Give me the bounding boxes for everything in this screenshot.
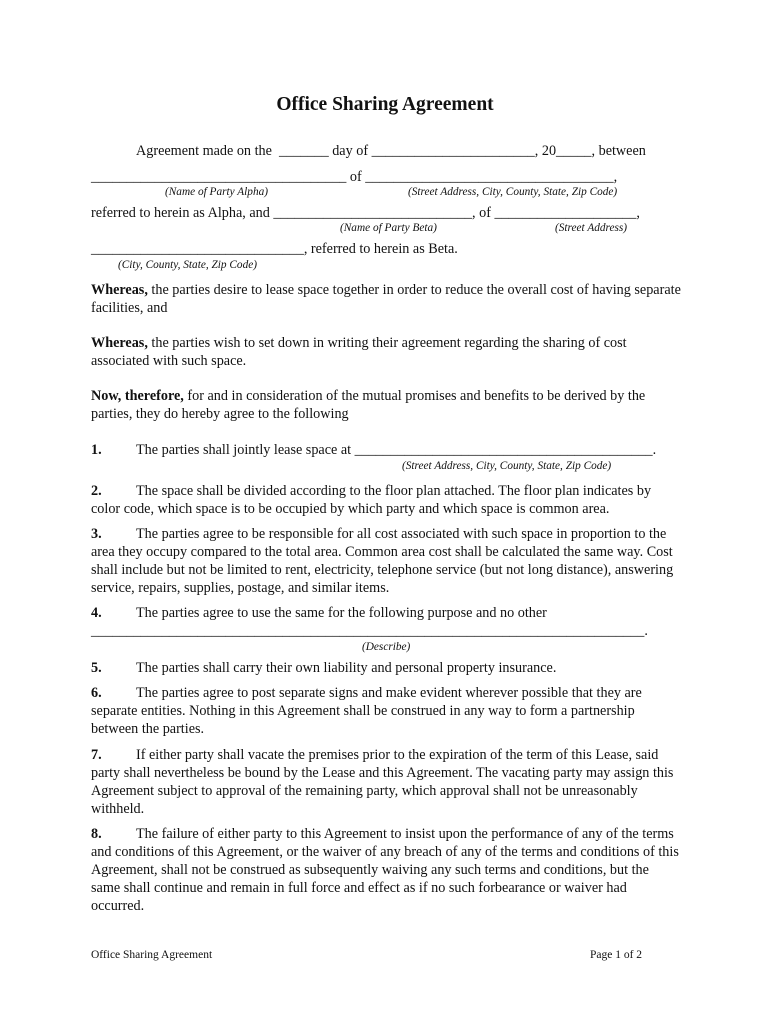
footer-title: Office Sharing Agreement [91,949,213,961]
party-beta-city-caption: (City, County, State, Zip Code) [118,259,258,271]
footer-page-number: Page 1 of 2 [590,949,643,961]
clause-1: 1. The parties shall jointly lease space at __________________________________________. [91,442,657,458]
page-title: Office Sharing Agreement [276,94,494,115]
clause-4-caption: (Describe) [362,641,411,653]
recital-1: Whereas, the parties desire to lease space together in order to reduce the overall cost of having separate facilities, and [91,282,681,316]
party-alpha-address-caption: (Street Address, City, County, State, Zip Code) [408,186,618,198]
party-alpha-line: ____________________________________ of ___________________________________, [91,169,618,185]
clause-1-caption: (Street Address, City, County, State, Zip Code) [402,460,612,472]
clause-2: 2. The space shall be divided according to the floor plan attached. The floor plan indicates by color code, which space is to be occupied by which party and which space is common area. [91,483,652,517]
clause-6: 6. The parties agree to post separate signs and make evident wherever possible that they are separate entities. Nothing in this Agreement shall be construed in any way to form a partnership between the parties. [91,685,642,737]
party-beta-name-caption: (Name of Party Beta) [340,222,437,234]
clause-4: 4. The parties agree to use the same for the following purpose and no other [91,605,547,621]
agreement-date-line: Agreement made on the _______ day of _______________________, 20_____, between [136,143,646,159]
clause-5: 5. The parties shall carry their own liability and personal property insurance. [91,660,557,676]
party-beta-address-caption: (Street Address) [555,222,628,234]
party-beta-city-line: ______________________________, referred to herein as Beta. [91,241,458,257]
clause-7: 7. If either party shall vacate the premises prior to the expiration of the term of this Lease, said party shall nevertheless be bound by the Lease and this Agreement. The vacating party may assign this Agreement subject to approval of the remaining party, which approval shall not be unreasonably withheld. [91,747,674,817]
recital-3: Now, therefore, for and in consideration of the mutual promises and benefits to be derived by the parties, they do hereby agree to the following [91,388,646,422]
party-beta-line: referred to herein as Alpha, and ____________________________, of ____________________, [91,205,640,221]
clause-4-purpose-line: ______________________________________________________________________________. [91,623,648,639]
clause-8: 8. The failure of either party to this Agreement to insist upon the performance of any of the terms and conditions of this Agreement, or the waiver of any breach of any of the terms and conditions of this Agreement, shall not be construed as subsequently waiving any such terms and conditions, but the same shall continue and remain in full force and effect as if no such forbearance or waiver had occurred. [91,826,679,914]
clause-3: 3. The parties agree to be responsible for all cost associated with such space in proportion to the area they occupy compared to the total area. Common area cost shall be calculated the same way. Cost shall include but not be limited to rent, electricity, telephone service (but not long distance), answering service, repairs, supplies, postage, and similar items. [91,526,674,596]
recital-2: Whereas, the parties wish to set down in writing their agreement regarding the sharing of cost associated with such space. [91,335,627,369]
party-alpha-name-caption: (Name of Party Alpha) [165,186,269,198]
